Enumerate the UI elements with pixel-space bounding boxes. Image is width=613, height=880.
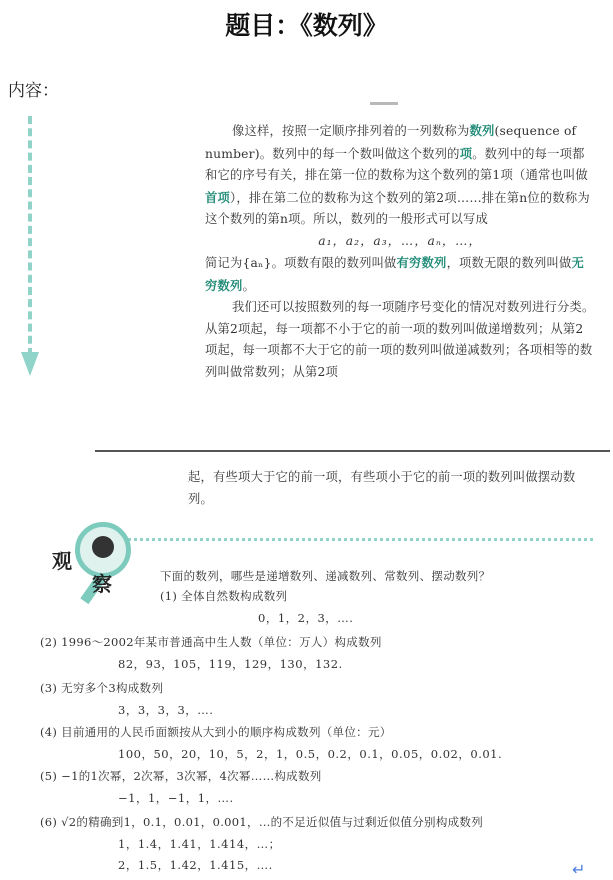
observe-char-1: 观 xyxy=(52,549,72,573)
example-3-label: (3) 无穷多个3构成数列 xyxy=(40,681,164,695)
example-2-label: (2) 1996～2002年某市普通高中生人数（单位：万人）构成数列 xyxy=(40,635,382,649)
general-form-formula: a₁，a₂，a₃，…，aₙ，…， xyxy=(318,233,482,248)
term-finite-sequence: 有穷数列 xyxy=(396,255,447,270)
page-top-mark xyxy=(370,102,398,105)
paragraph-definition: 像这样，按照一定顺序排列着的一列数称为数列(sequence of number)。数列中的每一个数叫做这个数列的项。数列中的每一项都和它的序号有关，排在第一位的数称为这个数列的第1项（通常也叫做首项），排在第二位的数称为这个数列的第2项……排在第n位的数称为这个数列的第n项。所以，数列的一般形式可以写成 xyxy=(205,123,590,226)
content-label: 内容： xyxy=(8,81,59,101)
textbook-page-bottom xyxy=(188,467,593,510)
margin-dashed-line xyxy=(28,116,32,356)
term-sequence: 数列 xyxy=(469,123,495,138)
example-6-label: (6) √2的精确到1，0.1，0.01，0.001，…的不足近似值与过剩近似值分别构成数列 xyxy=(40,815,484,829)
example-2-sequence: 82，93，105，119，129，130，132. xyxy=(118,657,343,671)
example-6-sequence-lower: 1，1.4，1.41，1.414，…； xyxy=(118,837,281,851)
term-infinite-sequence: 无穷数列 xyxy=(205,255,585,293)
term-first-item: 首项 xyxy=(205,189,230,205)
paragraph-finite-infinite: 简记为{aₙ}。项数有限的数列叫做有穷数列，项数无限的数列叫做无穷数列。 xyxy=(205,255,585,293)
textbook-page-top xyxy=(205,120,595,383)
margin-arrow-down-icon xyxy=(21,352,39,376)
example-4-label: (4) 目前通用的人民币面额按从大到小的顺序构成数列（单位：元） xyxy=(40,725,392,739)
paragraph-return-icon: ↵ xyxy=(572,860,586,879)
example-1-sequence: 0，1，2，3，…. xyxy=(258,611,354,625)
observe-dotted-line xyxy=(128,538,593,541)
document-title: 题目：《数列》 xyxy=(225,11,388,40)
observe-char-2: 察 xyxy=(92,572,112,596)
example-4-sequence: 100，50，20，10，5，2，1，0.5，0.2，0.1，0.05，0.02，0.01. xyxy=(118,747,503,761)
example-3-sequence: 3，3，3，3，…. xyxy=(118,703,214,717)
page-divider xyxy=(95,450,610,452)
example-5-label: (5) −1的1次幂，2次幂，3次幂，4次幂……构成数列 xyxy=(40,769,322,783)
observe-question: 下面的数列，哪些是递增数列、递减数列、常数列、摆动数列？ xyxy=(160,569,491,583)
magnifier-lens xyxy=(92,536,114,558)
paragraph-continuation: 起，有些项大于它的前一项，有些项小于它的前一项的数列叫做摆动数列。 xyxy=(188,470,576,506)
paragraph-classification: 我们还可以按照数列的每一项随序号变化的情况对数列进行分类。从第2项起，每一项都不小于它的前一项的数列叫做递增数列；从第2项起，每一项都不大于它的前一项的数列叫做递减数列；各项相等的数列叫做常数列；从第2项 xyxy=(205,300,595,379)
example-5-sequence: −1，1，−1，1，…. xyxy=(118,791,234,805)
example-6-sequence-upper: 2，1.5，1.42，1.415，…. xyxy=(118,858,273,872)
example-1-label: (1) 全体自然数构成数列 xyxy=(160,589,288,603)
term-item: 项 xyxy=(459,145,473,161)
